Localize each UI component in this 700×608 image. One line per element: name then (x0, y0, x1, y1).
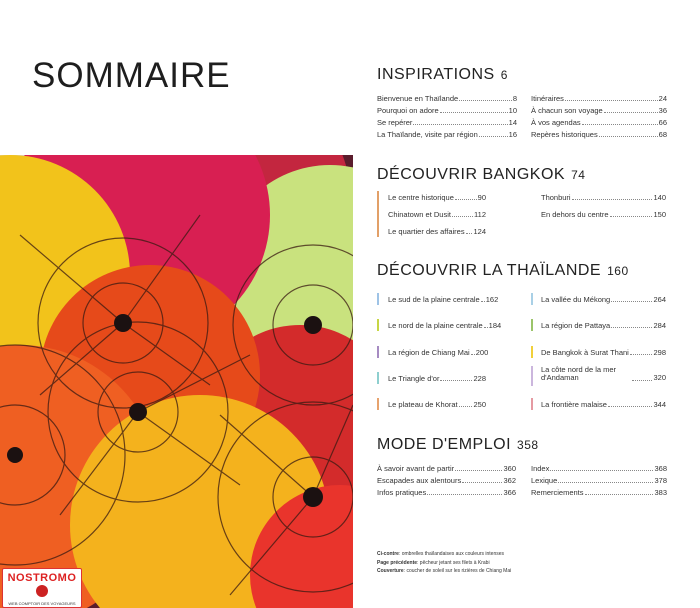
photo-caption (377, 550, 511, 576)
page-title: SOMMAIRE (32, 56, 231, 95)
toc-entry[interactable]: En dehors du centre 150 (541, 210, 666, 219)
section-title-thailande: DÉCOUVRIR LA THAÏLANDE 160 (377, 262, 629, 279)
toc-entry[interactable]: De Bangkok à Surat Thani 298 (541, 348, 666, 357)
toc-entry[interactable]: La région de Chiang Mai 200 (388, 348, 489, 357)
toc-entry[interactable]: À chacun son voyage 36 (531, 106, 667, 115)
region-color-bar (377, 293, 379, 305)
section-color-bar (377, 191, 379, 237)
region-color-bar (377, 319, 379, 331)
section-page-number: 6 (500, 68, 508, 82)
section-page-number: 358 (517, 438, 539, 452)
region-color-bar (531, 346, 533, 358)
globe-icon (36, 585, 48, 597)
logo-subtitle: WEB COMPTOIR DES VOYAGEURS (8, 601, 76, 606)
caption-line: Page précédente: pêcheur jetant ses filets à Krabi (377, 559, 490, 566)
toc-entry[interactable]: À savoir avant de partir 360 (377, 464, 516, 473)
section-title-bangkok: DÉCOUVRIR BANGKOK 74 (377, 166, 586, 183)
toc-entry[interactable]: Le Triangle d'or 228 (388, 374, 486, 383)
toc-entry[interactable]: Lexique 378 (531, 476, 667, 485)
region-color-bar (377, 346, 379, 358)
toc-entry[interactable]: La frontière malaise 344 (541, 400, 666, 409)
toc-entry[interactable]: Itinéraires 24 (531, 94, 667, 103)
logo-wordmark: NOSTROMO (7, 572, 77, 584)
toc-entry[interactable]: Index 368 (531, 464, 667, 473)
toc-entry[interactable]: Chinatown et Dusit 112 (388, 210, 486, 219)
toc-entry[interactable]: Bienvenue en Thaïlande 8 (377, 94, 517, 103)
section-title-mode-emploi: MODE D'EMPLOI 358 (377, 436, 539, 453)
section-page-number: 74 (571, 168, 586, 182)
region-color-bar (377, 398, 379, 410)
toc-entry[interactable]: Se repérer 14 (377, 118, 517, 127)
publisher-logo (2, 568, 82, 608)
toc-entry[interactable]: Le plateau de Khorat 250 (388, 400, 486, 409)
toc-entry[interactable]: Escapades aux alentours 362 (377, 476, 516, 485)
region-color-bar (531, 398, 533, 410)
cover-photo (0, 155, 353, 608)
toc-entry[interactable]: Thonburi 140 (541, 193, 666, 202)
region-color-bar (531, 293, 533, 305)
toc-entry[interactable]: La Thaïlande, visite par région 16 (377, 130, 517, 139)
caption-line: Ci-contre: ombrelles thaïlandaises aux couleurs intenses (377, 551, 505, 557)
section-title-inspirations: INSPIRATIONS 6 (377, 66, 508, 83)
toc-entry[interactable]: Remerciements 383 (531, 488, 667, 497)
section-page-number: 160 (607, 264, 629, 278)
toc-entry[interactable]: La vallée du Mékong 264 (541, 295, 666, 304)
toc-entry[interactable]: La région de Pattaya 284 (541, 321, 666, 330)
caption-line: Couverture: coucher de soleil sur les rizières de Chiang Mai (377, 568, 512, 574)
toc-entry[interactable]: À vos agendas 66 (531, 118, 667, 127)
region-color-bar (531, 319, 533, 331)
toc-entry[interactable]: Infos pratiques 366 (377, 488, 516, 497)
toc-entry[interactable]: Pourquoi on adore 10 (377, 106, 517, 115)
umbrellas-image (0, 155, 353, 608)
region-color-bar (531, 366, 533, 386)
toc-entry[interactable]: Le nord de la plaine centrale 184 (388, 321, 502, 330)
toc-entry[interactable]: Le sud de la plaine centrale 162 (388, 295, 499, 304)
toc-entry[interactable]: Repères historiques 68 (531, 130, 667, 139)
toc-entry[interactable]: Le quartier des affaires 124 (388, 227, 486, 236)
toc-entry[interactable]: Le centre historique 90 (388, 193, 486, 202)
region-color-bar (377, 372, 379, 384)
toc-entry[interactable]: La côte nord de la mer d'Andaman 320 (541, 365, 666, 383)
